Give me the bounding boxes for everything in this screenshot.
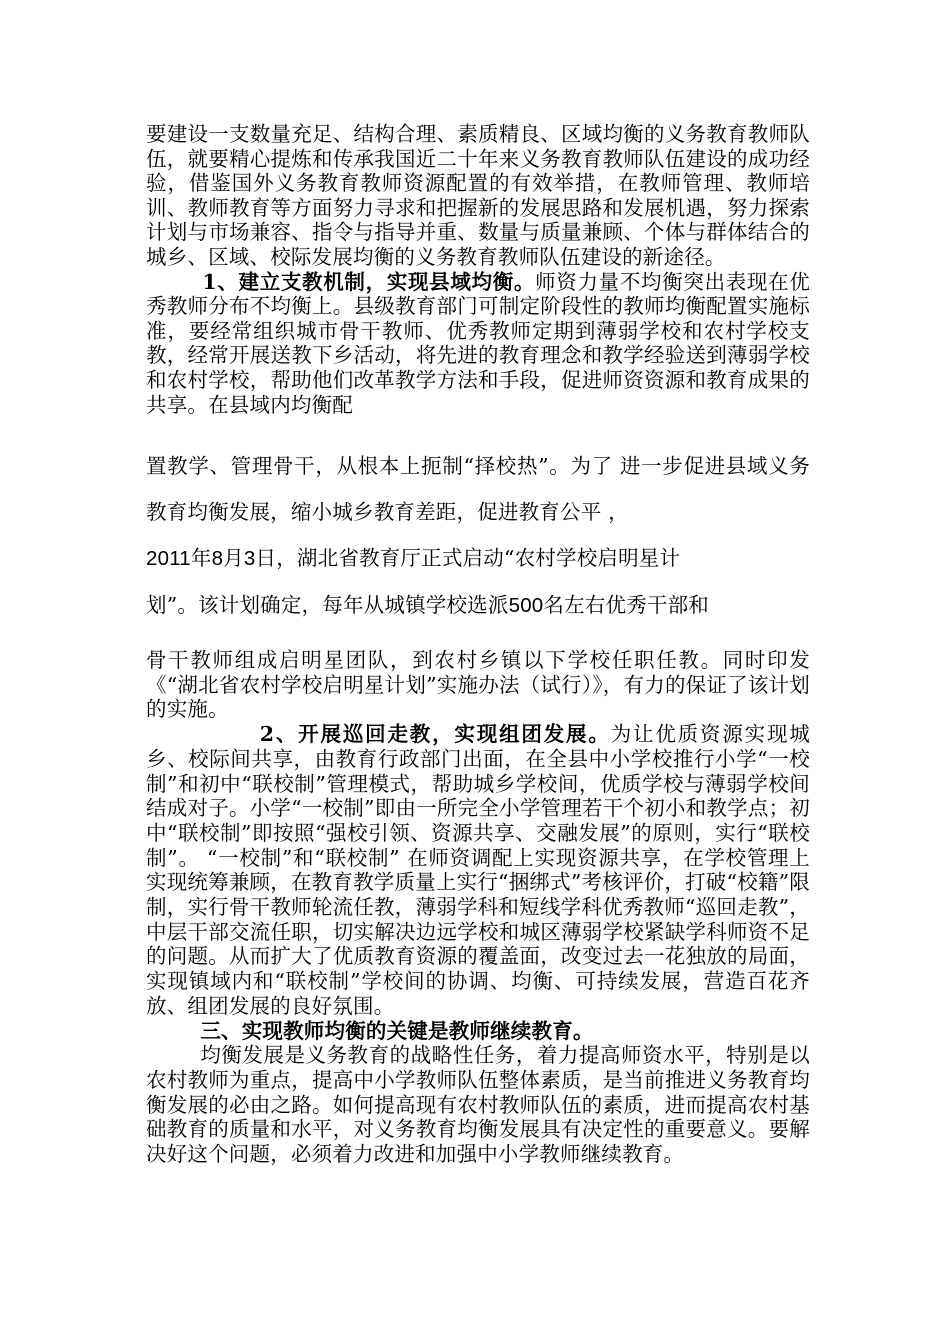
paragraph-intro-text: 要建设一支数量充足、结构合理、素质精良、区域均衡的义务教育教师队伍，就要精心提炼和传承我国近二十年来义务教育教师队伍建设的成功经验，借鉴国外义务教育教师资源配置的有效举措，在教师管理、教师培训、教师教育等方面努力寻求和把握新的发展思路和发展机遇，努力探索计划与市场兼容、指令与指导并重、数量与质量兼顾、个体与群体结合的城乡、区域、校际发展均衡的义务教育教师队伍建设的新途径。 (146, 122, 810, 269)
continuing-education-text: 均衡发展是义务教育的战略性任务，着力提高师资水平，特别是以农村教师为重点，提高中小学教师队伍整体素质，是当前推进义务教育均衡发展的必由之路。如何提高现有农村教师队伍的素质，进而提高农村基础教育的质量和水平，对义务教育均衡发展具有决定性的重要意义。要解决好这个问题，必须着力改进和加强中小学教师继续教育。 (146, 1043, 810, 1167)
section-heading-3 (146, 1019, 810, 1044)
support-teaching-cont-text: 置教学、管理骨干，从根本上扼制“择校热”。为了 进一步促进县域义务教育均衡发展，缩小城乡教育差距，促进教育公平 ， (146, 454, 810, 524)
date-month-char: 月 (223, 546, 244, 570)
paragraph-support-teaching (146, 270, 810, 418)
text-block-lower (146, 648, 810, 1167)
paragraph-rotating-teaching (146, 722, 810, 1018)
plan-continued (146, 648, 810, 722)
section-heading-1: 1、建立支教机制，实现县域均衡。 (202, 269, 536, 294)
date-year: 2011 (146, 547, 191, 570)
paragraph-continuing-education (146, 1043, 810, 1167)
rotating-teaching-body: 为让优质资源实现城乡、校际间共享，由教育行政部门出面，在全县中小学校推行小学“一校制”和初中“联校制”管理模式，帮助城乡学校间，优质学校与薄弱学校间结成对子。小学“一校制”即由一所完全小学管理若干个初小和教学点；初中“联校制”即按照“强校引领、资源共享、交融发展”的原则，实行“联校制”。 “一校制”和“联校制” 在师资调配上实现资源共享，在学校管理上实现统筹兼顾，在教育教学质量上实行“捆绑式”考核评价，打破“校籍”限制，实行骨干教师轮流任教，薄弱学科和短线学科优秀教师“巡回走教”，中层干部交流任职，切实解决边远学校和城区薄弱学校紧缺学科师资不足的问题。从而扩大了优质教育资源的覆盖面，改变过去一花独放的局面，实现镇域内和“联校制”学校间的协调、均衡、可持续发展，营造百花齐放、组团发展的良好氛围。 (146, 722, 810, 1018)
plan-count: 500 (508, 594, 544, 617)
date-year-char: 年 (190, 546, 212, 570)
text-block-plan (146, 582, 810, 629)
support-teaching-continued (146, 443, 810, 535)
plan-line (146, 582, 810, 629)
date-month: 8 (211, 547, 224, 570)
support-teaching-body: 师资力量不均衡突出表现在优秀教师分布不均衡上。县级教育部门可制定阶段性的教师均衡配置实施标准，要经常组织城市骨干教师、优秀教师定期到薄弱学校和农村学校支教，经常开展送教下乡活动，将先进的教育理念和教学经验送到薄弱学校和农村学校，帮助他们改革教学方法和手段，促进师资资源和教育成果的共享。在县域内均衡配 (146, 269, 810, 417)
date-line-rest: 日，湖北省教育厅正式启动“农村学校启明星计 (255, 546, 681, 570)
plan-continued-text: 骨干教师组成启明星团队，到农村乡镇以下学校任职任教。同时印发《“湖北省农村学校启明星计划”实施办法（试行）》，有力的保证了该计划的实施。 (146, 648, 810, 722)
text-block-middle (146, 443, 810, 582)
date-day: 3 (243, 547, 256, 570)
date-line (146, 535, 810, 582)
text-block-upper (146, 122, 810, 417)
section-heading-3-text: 三、实现教师均衡的关键是教师继续教育。 (200, 1018, 594, 1043)
plan-text-b: 名左右优秀干部和 (543, 593, 710, 617)
plan-text-a: 划”。该计划确定，每年从城镇学校选派 (146, 593, 509, 617)
section-heading-2: 2、开展巡回走教，实现组团发展。 (259, 722, 611, 747)
paragraph-intro (146, 122, 810, 270)
